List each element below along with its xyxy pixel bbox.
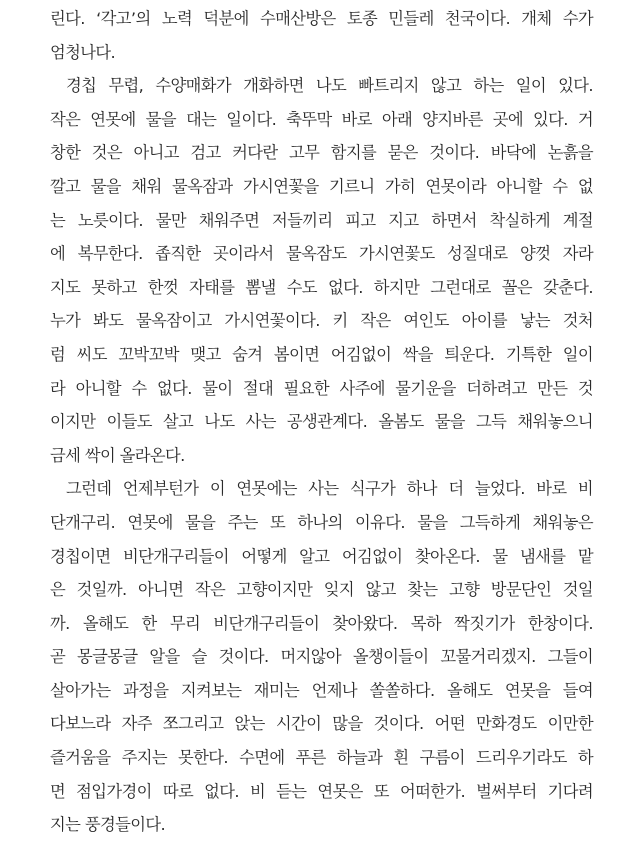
text-line: 깔고 물을 채워 물옥잠과 가시연꽃을 기르니 가히 연못이라 아니할 수 없 — [50, 176, 593, 196]
text-line: 지도 못하고 한껏 자태를 뽐낼 수도 없다. 하지만 그런대로 꼴은 갖춘다. — [50, 277, 593, 297]
text-line: 에 복무한다. 좁직한 곳이라서 물옥잠도 가시연꽃도 성질대로 양껏 자라 — [50, 244, 593, 264]
text-line: 살아가는 과정을 지켜보는 재미는 언제나 쏠쏠하다. 올해도 연못을 들여 — [50, 680, 593, 700]
text-line: 누가 봐도 물옥잠이고 가시연꽃이다. 키 작은 여인도 아이를 낳는 것처 — [50, 311, 593, 331]
text-line: 은 것일까. 아니면 작은 고향이지만 잊지 않고 찾는 고향 방문단인 것일 — [50, 580, 593, 600]
text-line: 단개구리. 연못에 물을 주는 또 하나의 이유다. 물을 그득하게 채워놓은 — [50, 512, 593, 532]
document-page — [50, 2, 593, 842]
text-line: 이지만 이들도 살고 나도 사는 공생관계다. 올봄도 물을 그득 채워놓으니 — [50, 412, 593, 432]
text-line: 경칩이면 비단개구리들이 어떻게 알고 어김없이 찾아온다. 물 냄새를 맡 — [50, 546, 593, 566]
text-line: 라 아니할 수 없다. 물이 절대 필요한 사주에 물기운을 더하려고 만든 것 — [50, 378, 593, 398]
text-line: 지는 풍경들이다. — [50, 815, 166, 835]
text-line: 는 노릇이다. 물만 채워주면 저들끼리 피고 지고 하면서 착실하게 계절 — [50, 210, 593, 230]
text-line: 럼 씨도 꼬박꼬박 맺고 숨겨 봄이면 어김없이 싹을 틔운다. 기특한 일이 — [50, 344, 593, 364]
text-line: 곧 몽글몽글 알을 슬 것이다. 머지않아 올챙이들이 꼬물거리겠지. 그들이 — [50, 647, 593, 667]
text-line: 그런데 언제부턴가 이 연못에는 사는 식구가 하나 더 늘었다. 바로 비 — [66, 479, 593, 499]
paragraph-2 — [50, 69, 593, 472]
text-line: 경칩 무렵, 수양매화가 개화하면 나도 빠트리지 않고 하는 일이 있다. — [66, 76, 593, 96]
paragraph-1 — [50, 2, 593, 69]
text-line: 엄청나다. — [50, 42, 116, 62]
text-line: 작은 연못에 물을 대는 일이다. 축뚜막 바로 아래 양지바른 곳에 있다. 거 — [50, 109, 593, 129]
text-line: 까. 올해도 한 무리 비단개구리들이 찾아왔다. 목하 짝짓기가 한창이다. — [50, 613, 593, 633]
text-line: 면 점입가경이 따로 없다. 비 듣는 연못은 또 어떠한가. 벌써부터 기다려 — [50, 781, 593, 801]
text-line: 즐거움을 주지는 못한다. 수면에 푸른 하늘과 흰 구름이 드리우기라도 하 — [50, 748, 593, 768]
text-line: 금세 싹이 올라온다. — [50, 445, 185, 465]
text-line: 린다. ‘각고’의 노력 덕분에 수매산방은 토종 민들레 천국이다. 개체 수가 — [50, 9, 593, 28]
text-line: 창한 것은 아니고 검고 커다란 고무 함지를 묻은 것이다. 바닥에 논흙을 — [50, 143, 593, 163]
text-line: 다보느라 자주 쪼그리고 앉는 시간이 많을 것이다. 어떤 만화경도 이만한 — [50, 714, 593, 734]
paragraph-3 — [50, 472, 593, 842]
